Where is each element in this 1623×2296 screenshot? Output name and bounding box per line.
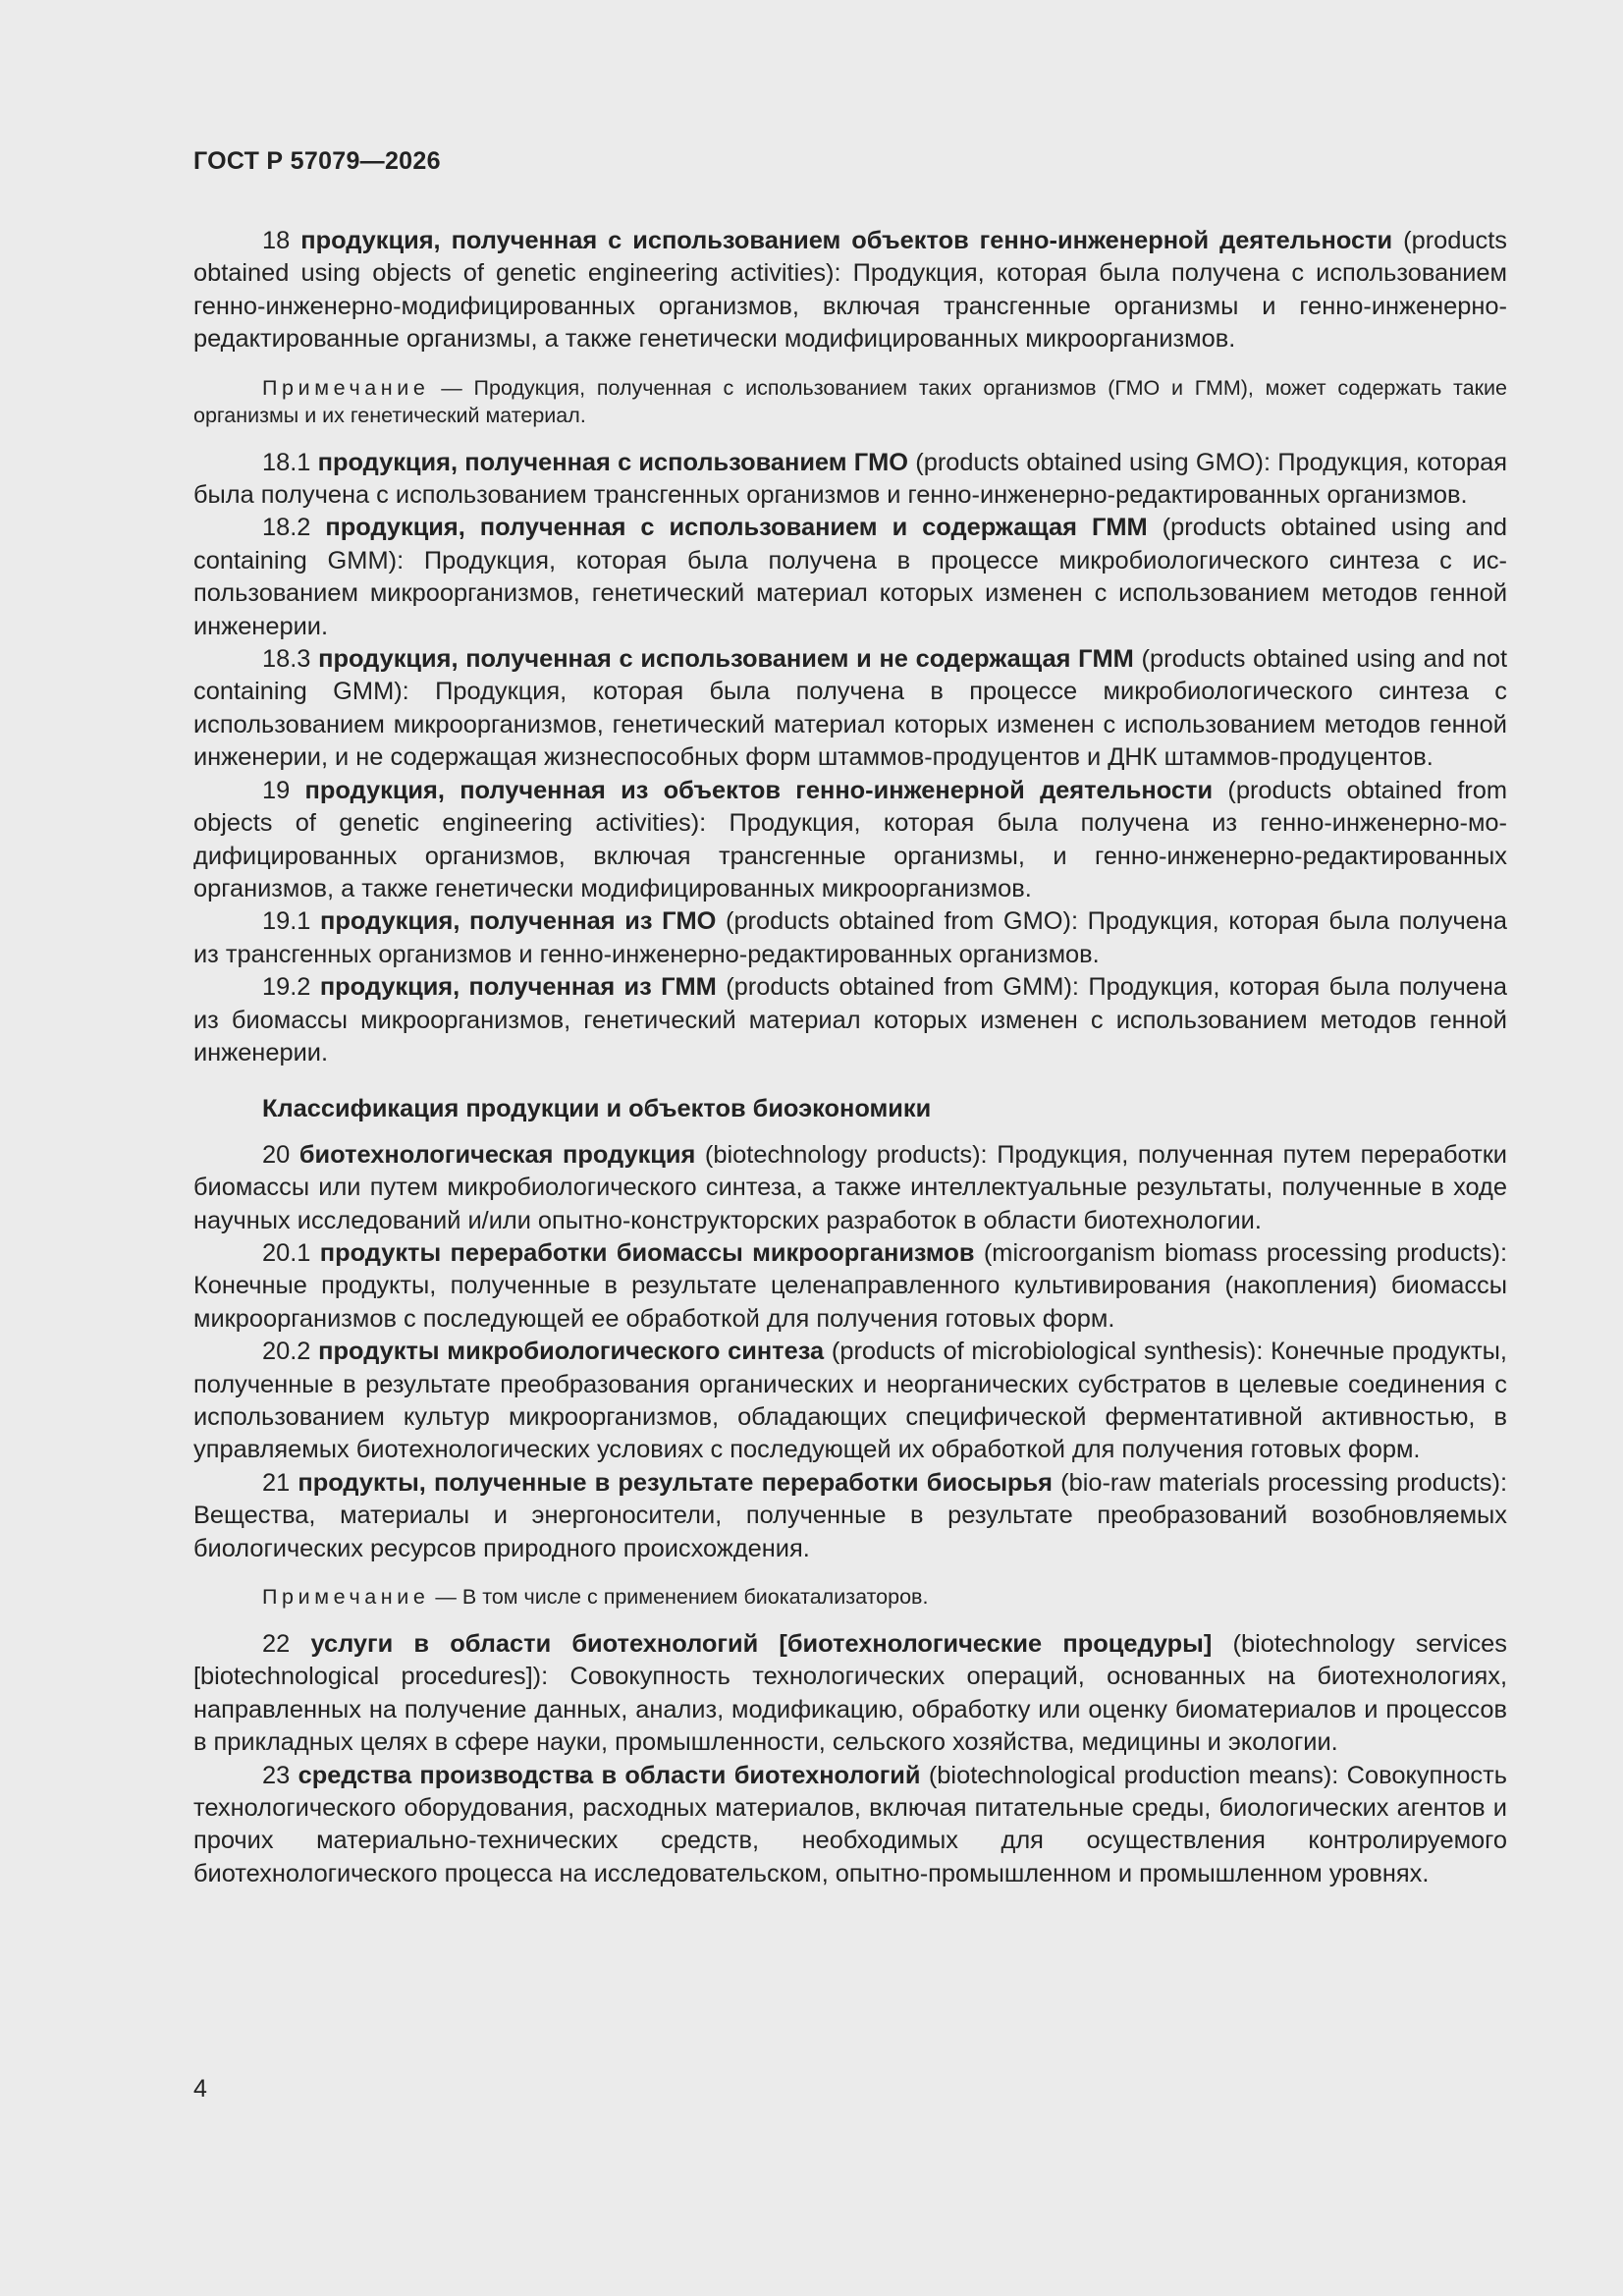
note-label: Примечание: [262, 375, 430, 400]
term-entry-18-3: [193, 643, 1507, 775]
term-title: продукция, полученная с использованием и не содержащая ГММ: [318, 645, 1134, 674]
term-title: продукты микробиологического синтеза: [318, 1338, 825, 1366]
term-definition: (products obtained using and containing GMM): Продукция, которая была получена в процессе микробиологического синтеза с использованием микроорганизмов, генетический материал которых изменен с использованием методов генной инженерии.: [193, 514, 1507, 640]
term-title: продукция, полученная с использованием и содержащая ГММ: [325, 514, 1148, 542]
term-entry-23: [193, 1760, 1507, 1891]
term-entry-21: [193, 1467, 1507, 1565]
term-entry-18-2: [193, 512, 1507, 643]
term-title: продукция, полученная из ГММ: [319, 973, 717, 1002]
term-number: 21: [262, 1468, 291, 1497]
term-definition: (products obtained from objects of genetic engineering activities): Продукция, которая была получена из генно-инженерно-модифицированных организмов, включая трансгенные организмы, и генно-инженерно-редактированных организмов, а также генетически модифицированных микроорганизмов.: [193, 776, 1507, 902]
term-entry-19-1: [193, 905, 1507, 971]
term-definition: (products obtained from GMM): Продукция, которая была получена из биомассы микроорганизмов, генетический материал которых изменен с использованием методов генной инженерии.: [193, 973, 1508, 1066]
term-entry-20-1: [193, 1237, 1507, 1336]
term-number: 22: [262, 1630, 291, 1659]
term-title: продукция, полученная с использованием ГМО: [317, 448, 909, 476]
note-21: [193, 1583, 1507, 1611]
term-number: 19.2: [262, 973, 311, 1002]
term-number: 20.1: [262, 1238, 311, 1267]
term-number: 18: [262, 227, 291, 254]
term-definition: (biotechnology services [biotechnological procedures]): Совокупность технологических операций, основанных на биотехнологиях, направленных на получение данных, анализ, модификацию, обработку или оценку биоматериалов и процессов в прикладных целях в сфере науки, промышленности, сельского хозяйства, медицины и экологии.: [193, 1630, 1507, 1757]
term-number: 20.2: [262, 1338, 311, 1366]
note-text: В том числе с применением биокатализаторов.: [461, 1585, 929, 1610]
term-number: 18.3: [262, 645, 311, 674]
term-definition: (products of microbiological synthesis): Конечные продукты, полученные в результате преобразования органических и неорганических субстратов в целевые соединения с использованием культур микроорганизмов, обладающих специфической ферментативной активностью, в управляемых биотехнологических условиях с последующей их обработкой для получения готовых форм.: [193, 1338, 1507, 1464]
term-title: продукция, полученная из объектов генно-инженерной деятельности: [304, 776, 1214, 804]
term-entry-19: [193, 775, 1507, 906]
term-number: 20: [262, 1140, 291, 1169]
note-text: Продукция, полученная с использованием таких организмов (ГМО и ГММ), может содержать такие организмы и их генетический материал.: [193, 375, 1507, 427]
term-entry-18-1: [193, 447, 1507, 513]
term-entry-20: [193, 1139, 1507, 1237]
term-title: продукция, полученная из ГМО: [320, 907, 717, 936]
note-dash: —: [429, 1585, 462, 1610]
term-number: 19: [262, 776, 291, 804]
term-title: средства производства в области биотехнологий: [298, 1761, 921, 1789]
term-definition: (products obtained from GMO): Продукция, которая была получена из трансгенных организмов и генно-инженерно-редактированных организмов.: [193, 907, 1507, 968]
note-18: [193, 374, 1507, 429]
document-body: [193, 225, 1507, 1890]
term-title: услуги в области биотехнологий [биотехнологические процедуры]: [310, 1630, 1213, 1659]
standard-code-header: ГОСТ Р 57079—2026: [193, 147, 441, 175]
term-definition: (microorganism biomass processing products): Конечные продукты, полученные в результате целенаправленного культивирования (накопления) биомассы микроорганизмов с последующей ее обработкой для получения готовых форм.: [193, 1238, 1508, 1333]
term-entry-20-2: [193, 1336, 1507, 1467]
term-title: биотехнологическая продукция: [298, 1140, 696, 1169]
term-number: 19.1: [262, 907, 311, 936]
page-number: 4: [193, 2075, 207, 2103]
term-definition: (bio-raw materials processing products): Вещества, материалы и энергоносители, полученные в результате преобразований возобновляемых биологических ресурсов природного происхождения.: [193, 1468, 1507, 1562]
note-dash: —: [429, 375, 474, 400]
term-title: продукты переработки биомассы микроорганизмов: [319, 1238, 975, 1267]
note-label: Примечание: [262, 1585, 430, 1610]
term-number: 18.2: [262, 514, 311, 542]
term-definition: (products obtained using objects of genetic engineering activities): Продукция, которая была получена с использованием генно-инженерно-модифицированных организмов, включая трансгенные организмы и генно-инженерно-редактированные организмы, а также генетически модифицированных микроорганизмов.: [193, 227, 1507, 354]
term-definition: (products obtained using and not containing GMM): Продукция, которая была получена в процессе микробиологического синтеза с использованием микроорганизмов, генетический материал которых изменен с использованием методов генной инженерии, и не содержащая жизнеспособных форм штаммов-продуцентов и ДНК штаммов-продуцентов.: [193, 645, 1507, 772]
term-definition: (biotechnology products): Продукция, полученная путем переработки биомассы или путем микробиологического синтеза, а также интеллектуальные результаты, полученные в ходе научных исследований и/или опытно-конструкторских разработок в области биотехнологии.: [193, 1140, 1507, 1234]
term-title: продукция, полученная с использованием объектов генно-инженерной деятельности: [300, 227, 1393, 254]
term-title: продукты, полученные в результате переработки биосырья: [298, 1468, 1053, 1497]
section-heading: Классификация продукции и объектов биоэкономики: [262, 1095, 932, 1123]
term-entry-19-2: [193, 971, 1507, 1069]
term-number: 23: [262, 1761, 291, 1789]
term-definition: (biotechnological production means): Совокупность технологического оборудования, расходных материалов, включая питательные среды, биологических агентов и прочих материально-технических средств, необходимых для осуществления контролируемого биотехнологического процесса на исследовательском, опытно-промышленном и промышленном уровнях.: [193, 1761, 1507, 1887]
term-number: 18.1: [262, 448, 311, 476]
term-definition: (products obtained using GMO): Продукция, которая была получена с использованием трансгенных организмов и генно-инженерно-редактированных организмов.: [193, 448, 1507, 510]
term-entry-18: [193, 225, 1507, 356]
term-entry-22: [193, 1628, 1507, 1760]
